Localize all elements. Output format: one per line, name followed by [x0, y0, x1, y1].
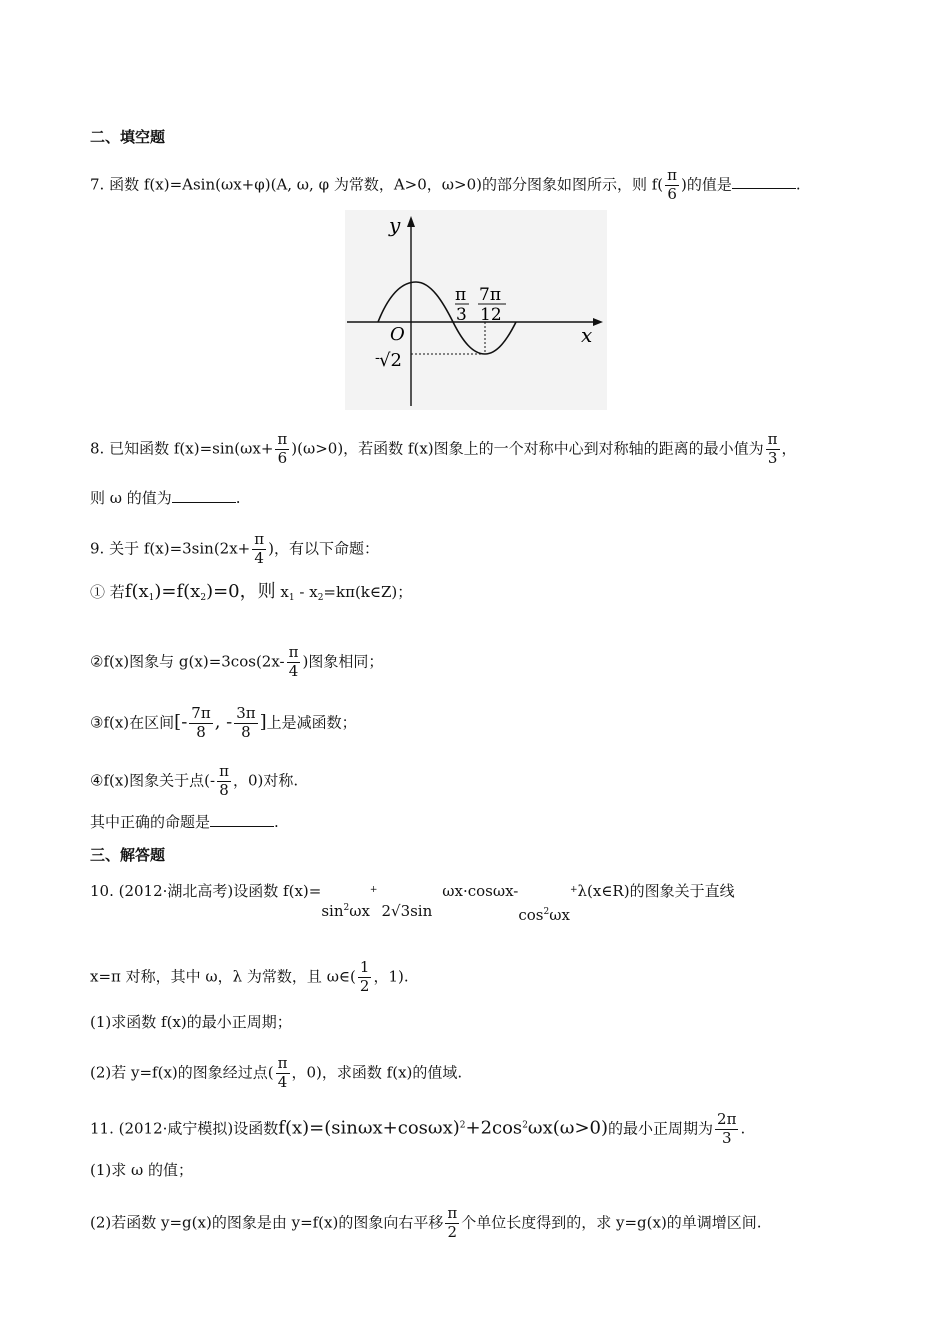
q9-p2-num: π	[288, 643, 299, 661]
q9-frac-den: 4	[254, 548, 264, 567]
q9-p1-prefix: ① 若	[90, 583, 125, 601]
q7-frac-den: 6	[667, 184, 677, 203]
q8-fraction-1	[275, 432, 289, 467]
origin-label: O	[390, 324, 405, 345]
section-answer-title: 三、解答题	[90, 846, 166, 864]
q11-expr-sup2: 2	[522, 1120, 528, 1131]
q10-frac-num: 1	[359, 958, 370, 976]
q10-s2-num: π	[277, 1054, 288, 1072]
q10-frac-den: 2	[359, 976, 370, 995]
q8-text: 8. 已知函数 f(x)=sin(ωx+	[90, 439, 274, 458]
q9-p3-fraction-1	[189, 706, 212, 741]
q9-p3-den2: 8	[241, 722, 251, 741]
q11-frac-den: 3	[721, 1128, 732, 1147]
q11-s2-num: π	[447, 1204, 458, 1222]
q8-line2-end: .	[235, 489, 241, 507]
q10-sin: sin	[321, 902, 344, 920]
q11-fraction	[715, 1112, 738, 1147]
q10-s2-fraction	[276, 1056, 290, 1091]
q9-concl-end: .	[274, 813, 279, 831]
q8-frac1-num: π	[277, 430, 288, 448]
question-11	[90, 1112, 745, 1147]
q9-p4-text: ④f(x)图象关于点(-	[90, 771, 216, 790]
q11-s2-text: (2)若函数 y=g(x)的图象是由 y=f(x)的图象向右平移	[90, 1213, 444, 1232]
q10-term-2sqrt3: 2√3sin	[381, 902, 433, 920]
q11-frac-num: 2π	[717, 1110, 737, 1128]
q10-s2-den: 4	[277, 1072, 288, 1091]
q7-answer-blank	[732, 174, 796, 189]
q11-s2-post: 个单位长度得到的，求 y=g(x)的单调增区间.	[461, 1213, 762, 1232]
q7-fraction	[665, 168, 679, 203]
min-value-label: √2	[379, 350, 402, 371]
q9-p4-fraction	[217, 764, 231, 799]
q9-proposition-4	[90, 764, 298, 799]
q10-cos: cos	[518, 906, 544, 924]
q10-fraction	[358, 960, 372, 995]
q9-p2-den: 4	[288, 661, 299, 680]
q11-expr-b: +2cos	[465, 1117, 523, 1139]
q9-p3-num1: 7π	[191, 704, 211, 722]
q8-line2-text: 则 ω 的值为	[90, 489, 172, 507]
q10-plus2: +	[569, 885, 578, 895]
q9-p1-sub2: 2	[200, 593, 207, 603]
x-axis-label: x	[581, 323, 593, 347]
q11-expr-a: f(x)=(sinωx+cosωx)	[278, 1117, 460, 1139]
q9-p2-post: )图象相同；	[302, 652, 384, 671]
q9-p3-rbracket: ]	[259, 711, 267, 733]
q8-text-mid: )(ω>0)，若函数 f(x)图象上的一个对称中心到对称轴的距离的最小值为	[291, 439, 764, 458]
q9-conclusion	[90, 812, 279, 832]
q9-p3-post: 上是减函数；	[266, 713, 357, 732]
q7-end: .	[795, 175, 801, 194]
tick-pi-3-num: π	[455, 285, 467, 305]
q11-sub-1: (1)求 ω 的值；	[90, 1161, 194, 1179]
q9-p3-lbracket: [-	[174, 711, 188, 733]
q8-frac1-den: 6	[277, 448, 288, 467]
q11-expr-c: ωx(ω>0)	[527, 1117, 609, 1139]
q9-fraction	[252, 532, 266, 567]
question-8	[90, 432, 797, 467]
q10-line2-post: ，1).	[373, 967, 409, 986]
q9-p2-fraction	[287, 645, 301, 680]
q10-sin-arg: ωx	[349, 902, 370, 920]
q9-proposition-1	[90, 582, 412, 608]
q7-text-post: )的值是	[681, 175, 732, 194]
question-10-line2	[90, 960, 409, 995]
q9-p1-sub4: 2	[317, 593, 324, 603]
tick-7pi-12-den: 12	[480, 305, 502, 325]
q10-plus1: +	[369, 885, 378, 895]
q11-sub-2	[90, 1206, 762, 1241]
q8-frac2-num: π	[767, 430, 778, 448]
q10-sin-sup: 2	[343, 903, 350, 913]
section-fill-title: 二、填空题	[90, 128, 166, 146]
q9-p1-sub3: 1	[288, 593, 295, 603]
q9-p1-tail: =kπ(k∈Z)；	[323, 583, 413, 601]
q10-cos-sup: 2	[543, 907, 550, 917]
q10-cos-arg: ωx	[549, 906, 570, 924]
q7-text: 7. 函数 f(x)=Asin(ωx+φ)(A, ω, φ 为常数，A>0，ω>0)的部分图象如图所示，则 f(	[90, 175, 664, 194]
question-9	[90, 532, 379, 567]
q10-line2-text: x=π 对称，其中 ω，λ 为常数，且 ω∈(	[90, 967, 356, 986]
q9-answer-blank	[210, 812, 274, 827]
question-7	[90, 168, 801, 203]
tick-pi-3-den: 3	[456, 305, 467, 325]
q10-sub-1: (1)求函数 f(x)的最小正周期；	[90, 1013, 292, 1031]
q11-end: .	[740, 1119, 746, 1138]
q10-s2-post: ，0)，求函数 f(x)的值域.	[291, 1063, 463, 1082]
q9-p4-den: 8	[219, 780, 229, 799]
q7-frac-num: π	[667, 166, 678, 184]
q9-p3-den1: 8	[196, 722, 206, 741]
q9-text: 9. 关于 f(x)=3sin(2x+	[90, 539, 251, 558]
q9-p4-post: ，0)对称.	[232, 771, 299, 790]
q9-proposition-2	[90, 645, 383, 680]
q9-text-post: )，有以下命题：	[268, 539, 379, 558]
q9-proposition-3	[90, 706, 357, 741]
q9-p1-xb: - x	[299, 583, 318, 601]
q9-p1-f: f	[124, 581, 132, 602]
q11-text: 11. (2012·咸宁模拟)设函数	[90, 1119, 279, 1138]
q9-frac-num: π	[254, 530, 265, 548]
q9-p3-text: ③f(x)在区间	[90, 713, 175, 732]
question-10	[90, 880, 735, 925]
q9-p2-text: ②f(x)图象与 g(x)=3cos(2x-	[90, 652, 285, 671]
q9-p3-sep: , -	[214, 711, 233, 733]
q8-frac2-den: 3	[767, 448, 778, 467]
q8-fraction-2	[766, 432, 780, 467]
q10-term-sin2	[321, 902, 370, 920]
q9-concl-text: 其中正确的命题是	[90, 813, 211, 831]
q9-p1-eq: )=0，则	[206, 581, 276, 602]
q9-p1-mid: )=f(x	[154, 581, 201, 602]
q8-end: ，	[781, 439, 797, 458]
q10-sub-2	[90, 1056, 462, 1091]
tick-7pi-12-num: 7π	[479, 285, 501, 305]
q10-text-tail: λ(x∈R)的图象关于直线	[577, 882, 735, 900]
q9-p1-sub1: 1	[148, 593, 155, 603]
q7-sine-graph	[345, 210, 607, 410]
q9-p3-fraction-2	[234, 706, 257, 741]
q11-expr-sup: 2	[459, 1120, 466, 1131]
q11-s2-den: 2	[447, 1222, 458, 1241]
q10-term-cos2	[518, 906, 570, 924]
q10-s2-text: (2)若 y=f(x)的图象经过点(	[90, 1063, 274, 1082]
q10-term-cos: ωx·cosωx-	[442, 882, 519, 900]
q8-answer-blank	[172, 488, 236, 503]
q11-text-mid: 的最小正周期为	[608, 1119, 714, 1138]
y-axis-label: y	[389, 213, 401, 237]
min-sign: -	[375, 350, 380, 366]
q10-text: 10. (2012·湖北高考)设函数 f(x)=	[90, 882, 322, 900]
question-8-line2	[90, 488, 241, 508]
q9-p1-x1: (x	[131, 581, 149, 602]
q9-p4-num: π	[219, 762, 229, 780]
q11-s2-fraction	[445, 1206, 459, 1241]
q9-p3-num2: 3π	[236, 704, 256, 722]
q9-p1-xa: x	[280, 583, 289, 601]
